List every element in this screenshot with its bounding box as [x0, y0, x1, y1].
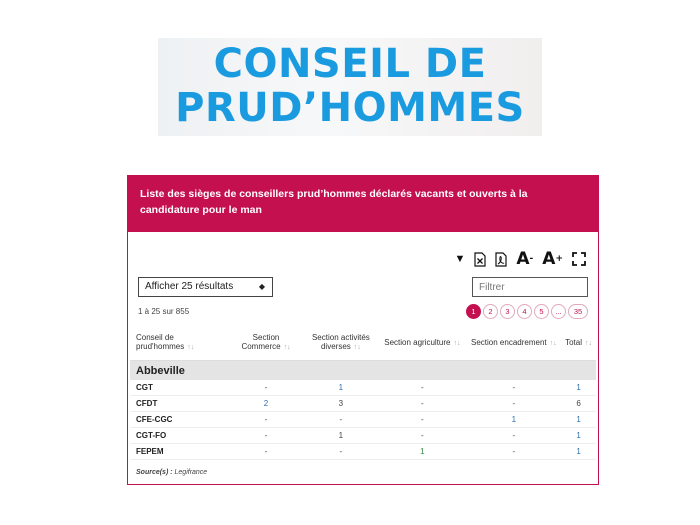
- column-header-commerce[interactable]: [228, 324, 303, 361]
- cell-agriculture: -: [378, 412, 466, 428]
- excel-export-icon[interactable]: [474, 252, 486, 267]
- cell-union: CGT: [130, 380, 228, 396]
- page-button-5[interactable]: 5: [534, 304, 549, 319]
- column-header-total[interactable]: [561, 324, 596, 361]
- cell-activites: -: [304, 444, 379, 460]
- cell-commerce: -: [228, 380, 303, 396]
- sort-icon: ↑↓: [453, 339, 461, 347]
- column-label: Section activités diverses: [311, 333, 370, 351]
- table-row: [130, 412, 596, 428]
- font-decrease-sup: -: [529, 254, 534, 264]
- data-table-widget: [127, 175, 599, 485]
- cell-encadrement: 1: [467, 412, 562, 428]
- banner-line-1: CONSEIL DE: [213, 41, 487, 87]
- cell-activites: -: [304, 412, 379, 428]
- cell-union: CGT-FO: [130, 428, 228, 444]
- group-label: Abbeville: [130, 361, 596, 381]
- cell-agriculture: 1: [378, 444, 466, 460]
- cell-commerce: 2: [228, 396, 303, 412]
- toolbar: [454, 249, 586, 269]
- column-header-activites[interactable]: [304, 324, 379, 361]
- font-increase-label: A: [542, 249, 556, 269]
- sort-icon: ↑↓: [585, 339, 592, 347]
- page-button-2[interactable]: 2: [483, 304, 498, 319]
- font-decrease-button[interactable]: [516, 249, 533, 269]
- cell-commerce: -: [228, 428, 303, 444]
- sort-icon: ↑↓: [353, 344, 361, 351]
- cell-encadrement: -: [467, 396, 562, 412]
- group-row: [130, 361, 596, 381]
- cell-union: FEPEM: [130, 444, 228, 460]
- table-row: [130, 396, 596, 412]
- select-arrows-icon: ◆: [258, 282, 265, 291]
- cell-total: 1: [561, 444, 596, 460]
- cell-commerce: -: [228, 444, 303, 460]
- column-header-encadrement[interactable]: [467, 324, 562, 361]
- cell-total: 6: [561, 396, 596, 412]
- fullscreen-icon[interactable]: [572, 252, 586, 266]
- cell-total: 1: [561, 380, 596, 396]
- column-label: Total: [565, 337, 582, 347]
- source-value: Legifrance: [174, 469, 208, 476]
- column-header-agriculture[interactable]: [378, 324, 466, 361]
- cell-encadrement: -: [467, 428, 562, 444]
- table-row: [130, 380, 596, 396]
- cell-encadrement: -: [467, 380, 562, 396]
- banner-line-2: PRUD’HOMMES: [175, 85, 525, 131]
- cell-activites: 1: [304, 380, 379, 396]
- cell-total: 1: [561, 428, 596, 444]
- results-count: 1 à 25 sur 855: [138, 307, 190, 316]
- sort-icon: ↑↓: [549, 339, 557, 347]
- pagination: [466, 304, 588, 319]
- source-label: Source(s) :: [136, 469, 173, 476]
- banner-image: [158, 38, 542, 136]
- font-decrease-label: A: [516, 249, 530, 269]
- caret-down-icon[interactable]: ▼: [454, 253, 466, 265]
- font-increase-sup: +: [555, 254, 563, 264]
- cell-commerce: -: [228, 412, 303, 428]
- cell-agriculture: -: [378, 428, 466, 444]
- filter-input[interactable]: [472, 277, 588, 297]
- column-label: Section Commerce: [241, 333, 281, 351]
- page-ellipsis: ...: [551, 304, 566, 319]
- table-row: [130, 428, 596, 444]
- font-increase-button[interactable]: [542, 249, 563, 269]
- widget-title: Liste des sièges de conseillers prud’hommes déclarés vacants et ouverts à la candidature pour le man: [128, 176, 598, 232]
- column-label: Conseil de prud'hommes: [136, 333, 185, 351]
- page-size-value: Afficher 25 résultats: [145, 281, 234, 292]
- column-header-conseil[interactable]: [130, 324, 228, 361]
- page-button-4[interactable]: 4: [517, 304, 532, 319]
- sort-icon: ↑↓: [283, 344, 291, 351]
- cell-union: CFE-CGC: [130, 412, 228, 428]
- column-label: Section agriculture: [384, 337, 451, 347]
- page-size-select[interactable]: [138, 277, 273, 297]
- pdf-export-icon[interactable]: [495, 252, 507, 267]
- results-table: [130, 324, 596, 460]
- cell-agriculture: -: [378, 396, 466, 412]
- source-note: [136, 469, 207, 476]
- cell-union: CFDT: [130, 396, 228, 412]
- sort-icon: ↑↓: [187, 344, 195, 351]
- table-row: [130, 444, 596, 460]
- page-button-3[interactable]: 3: [500, 304, 515, 319]
- cell-activites: 1: [304, 428, 379, 444]
- page-button-1[interactable]: 1: [466, 304, 481, 319]
- cell-activites: 3: [304, 396, 379, 412]
- column-label: Section encadrement: [471, 337, 547, 347]
- cell-total: 1: [561, 412, 596, 428]
- cell-encadrement: -: [467, 444, 562, 460]
- page-button-last[interactable]: 35: [568, 304, 588, 319]
- cell-agriculture: -: [378, 380, 466, 396]
